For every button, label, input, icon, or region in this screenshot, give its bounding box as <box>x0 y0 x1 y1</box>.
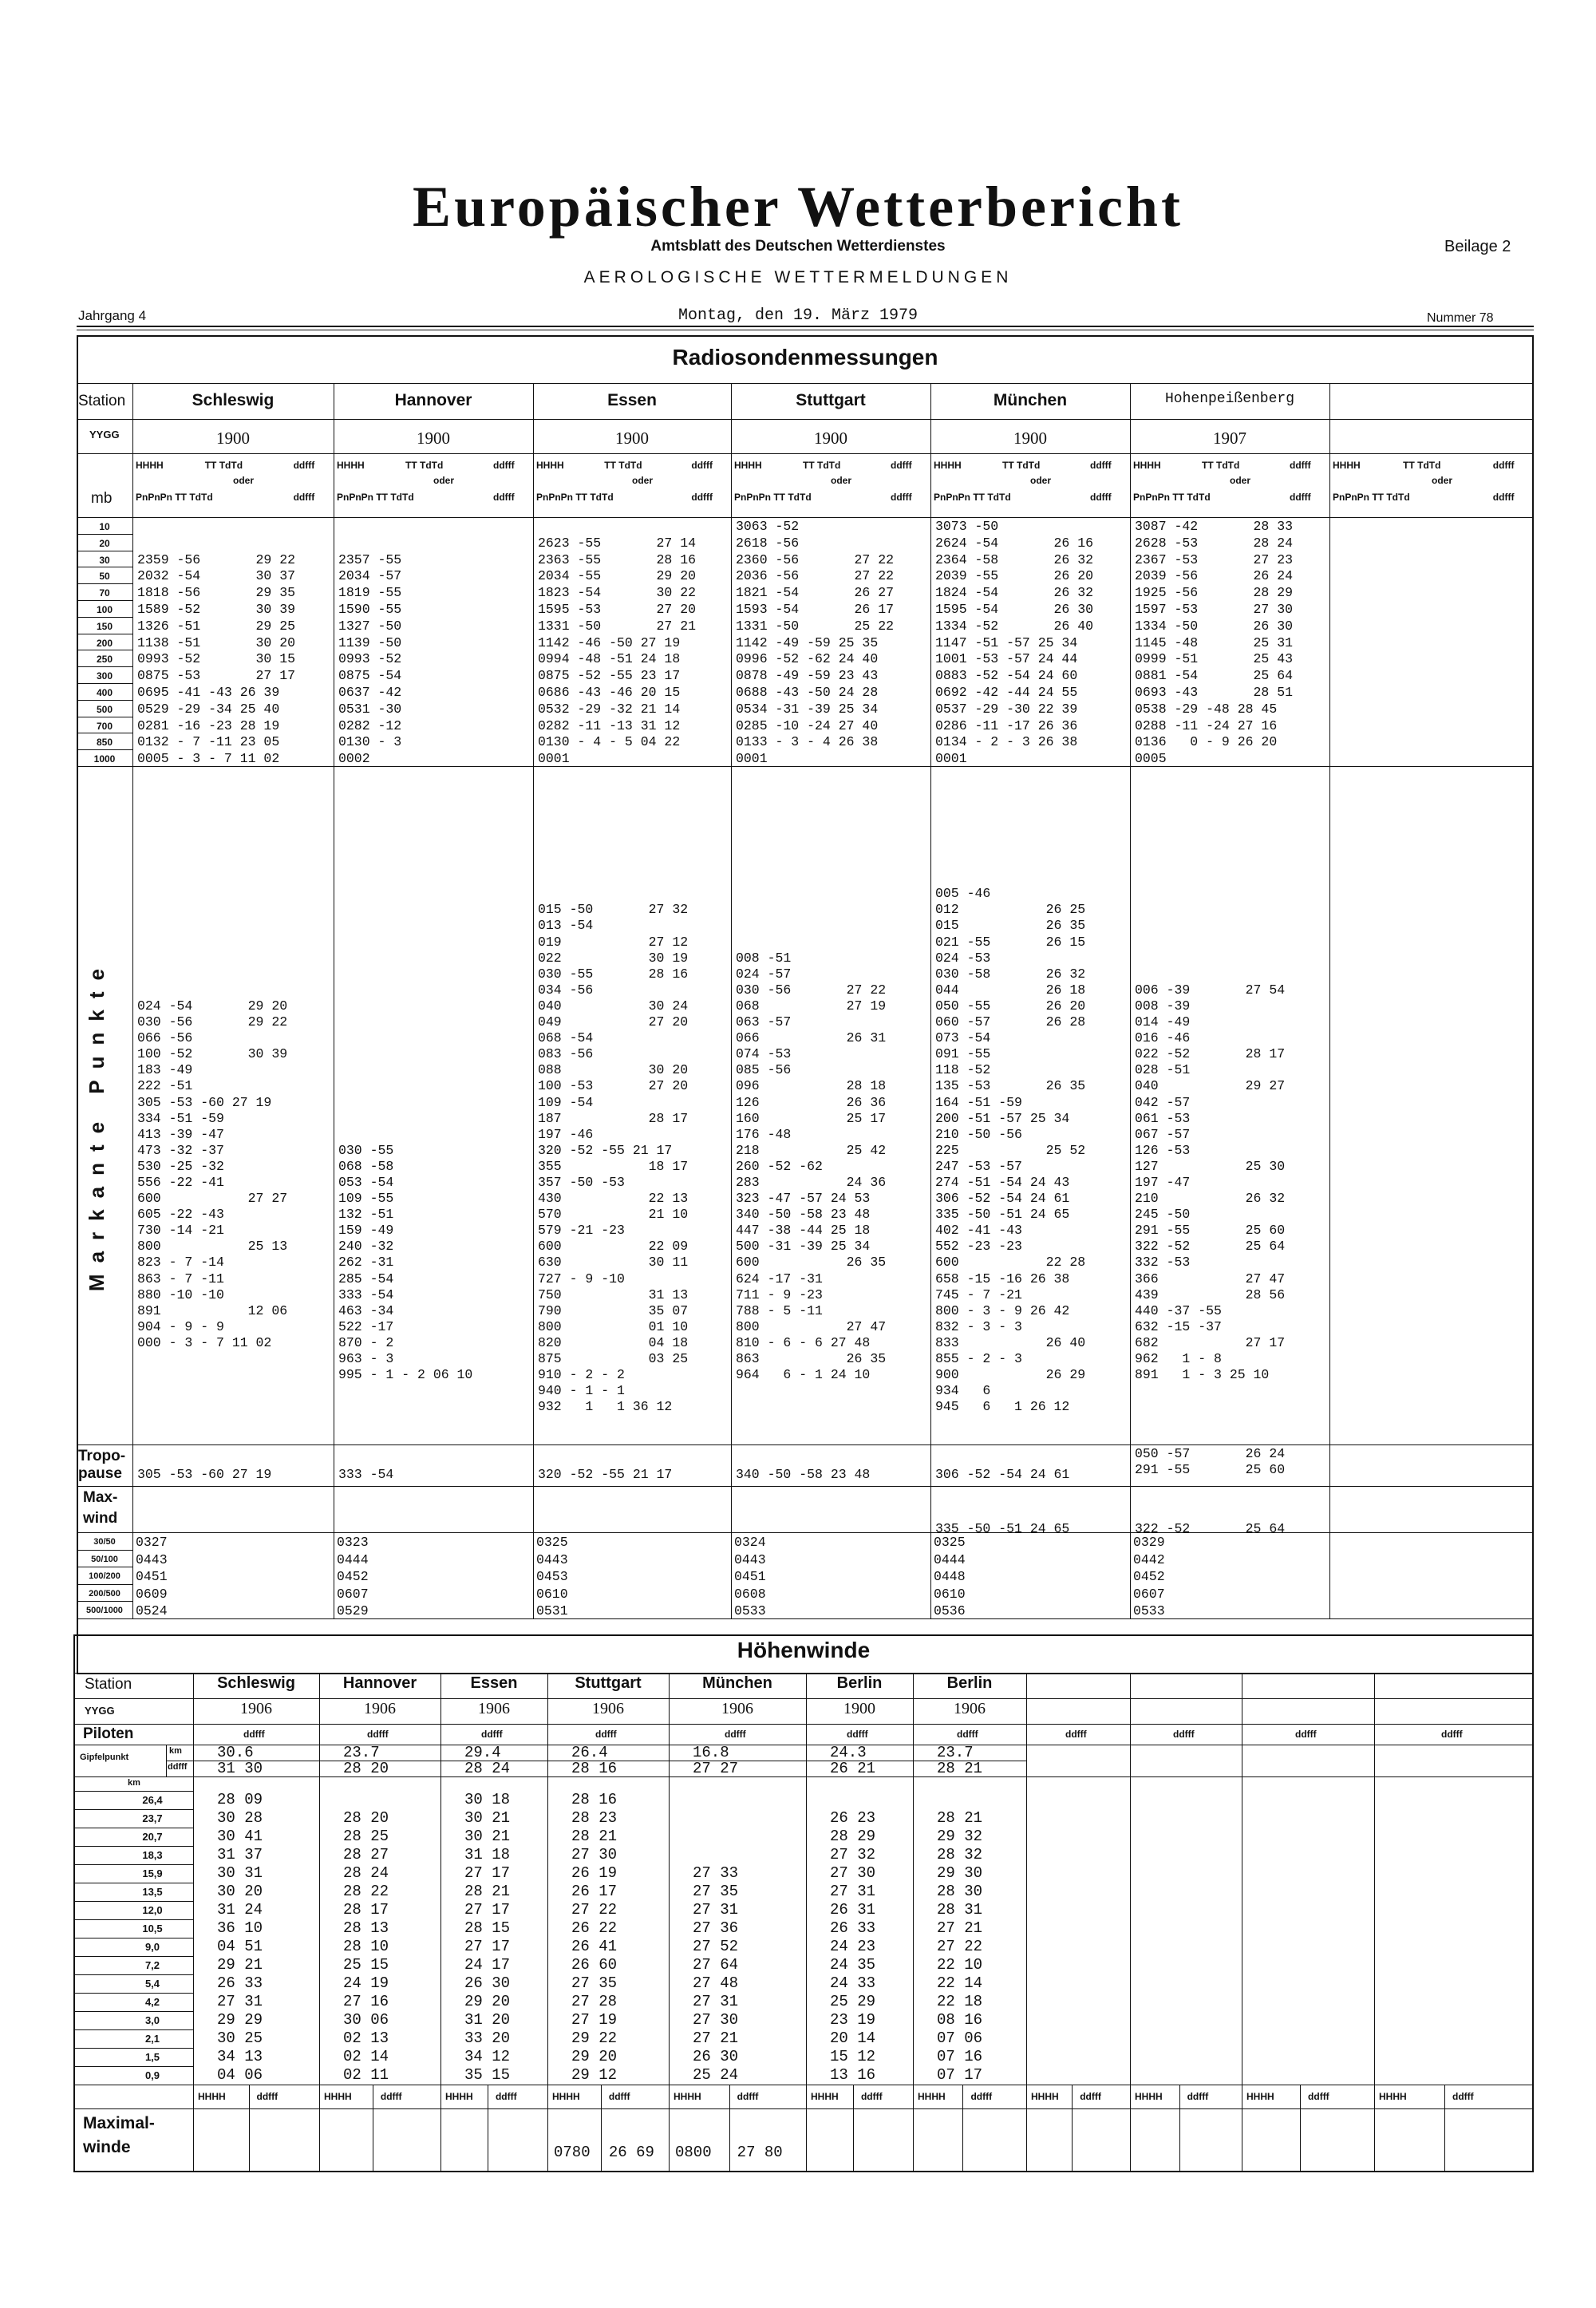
tropopause-m-nchen: 306 -52 -54 24 61 <box>935 1467 1070 1482</box>
shear-hohenpei-enberg: 0329 0442 0452 0607 0533 <box>1133 1535 1165 1619</box>
grid-line <box>669 1673 670 2171</box>
col-header-pn: PnPnPn TT TdTd <box>337 492 414 503</box>
hw-station-m-nchen-4: München <box>702 1674 772 1692</box>
col-header-ddfff: ddfff <box>493 460 515 471</box>
grid-line <box>132 383 133 1618</box>
hw-max-ddfff-m-nchen-4: 27 80 <box>737 2144 783 2161</box>
grid-line <box>77 517 1534 518</box>
hw-piloten-ddfff: ddfff <box>725 1729 746 1740</box>
hw-gipfel-ddfff-stuttgart-3: 28 16 <box>571 1760 618 1777</box>
hw-winds-essen-2: 30 18 30 21 30 21 31 18 27 17 28 21 27 17 28 15 27 17 24 17 26 30 29 20 31 20 33 20 34 12 35 15 <box>464 1791 511 2084</box>
grid-line <box>73 1698 1534 1699</box>
header-rule <box>77 326 1534 327</box>
grid-line <box>1026 1673 1027 2171</box>
standard-levels-m-nchen: 3073 -50 2624 -54 26 16 2364 -58 26 32 2039 -55 26 20 1824 -54 26 32 1595 -54 26 30 1334 -52 26 40 1147 -51 -57 25 34 1001 -53 -57 24 44 0883 -52 -54 24 60 0692 -42 -44 24 55 0537 -29 -30 22 39 0286 -11 -17 26 36 0134 - 2 - 3 26 38 0001 <box>935 519 1094 767</box>
grid-line <box>77 453 1534 454</box>
hw-gipfel-ddfff-essen-2: 28 24 <box>464 1760 511 1777</box>
hw-yygg-hannover-1: 1906 <box>364 1700 396 1717</box>
hw-piloten-ddfff: ddfff <box>957 1729 978 1740</box>
hw-max-hhhh-stuttgart-3: 0780 <box>554 2144 591 2161</box>
col-header-ddfff-2: ddfff <box>1290 492 1311 503</box>
hw-max-ddfff-header: ddfff <box>860 2091 883 2102</box>
hw-winds-m-nchen-4: 27 33 27 35 27 31 27 36 27 52 27 64 27 48 27 31 27 30 27 21 26 30 25 24 <box>693 1864 739 2084</box>
hw-station-berlin-5: Berlin <box>836 1674 883 1692</box>
col-header-tt-tdtd: TT TdTd <box>204 460 243 471</box>
col-header-hhhh: HHHH <box>934 460 962 471</box>
hw-km-label: km <box>128 1778 140 1788</box>
grid-line <box>166 1745 167 1776</box>
hw-yygg-schleswig-0: 1906 <box>240 1700 272 1717</box>
grid-line <box>73 2108 1534 2109</box>
col-header-ddfff-2: ddfff <box>891 492 912 503</box>
markante-punkte-essen: 015 -50 27 32 013 -54 019 27 12 022 30 19 030 -55 28 16 034 -56 040 30 24 049 27 20 068 -54 083 -56 088 30 20 100 -53 27 20 109 -54 187 28 17 197 -46 320 -52 -55 21 17 355 18 17 357 -50 -53 430 22 13 570 21 10 579 -21 -23 600 22 09 630 30 11 727 - 9 -10 750 31 13 790 35 07 800 01 10 820 04 18 875 03 25 910 - 2 - 2 940 - 1 - 1 932 1 1 36 12 <box>538 902 689 1415</box>
shear-m-nchen: 0325 0444 0448 0610 0536 <box>934 1535 966 1619</box>
hw-station-hannover-1: Hannover <box>342 1674 417 1692</box>
hoehenwinde-title: Höhenwinde <box>737 1638 871 1662</box>
yygg-hannover: 1900 <box>417 429 450 448</box>
tropopause-essen: 320 -52 -55 21 17 <box>538 1467 673 1482</box>
shear-labels: 30/50 50/100 100/200 200/500 500/1000 <box>86 1537 123 1616</box>
hw-station-stuttgart-3: Stuttgart <box>575 1674 642 1692</box>
markante-punkte-stuttgart: 008 -51 024 -57 030 -56 27 22 068 27 19 063 -57 066 26 31 074 -53 085 -56 096 28 18 126 26 36 160 25 17 176 -48 218 25 42 260 -52 -62 283 24 36 323 -47 -57 24 53 340 -50 -58 23 48 447 -38 -44 25 18 500 -31 -39 25 34 600 26 35 624 -17 -31 711 - 9 -23 788 - 5 -11 800 27 47 810 - 6 - 6 27 48 863 26 35 964 6 - 1 24 10 <box>736 950 887 1383</box>
grid-line <box>1374 1673 1375 2171</box>
grid-line <box>193 1673 194 2171</box>
col-header-oder: oder <box>1432 475 1453 486</box>
hw-station-label: Station <box>85 1676 132 1693</box>
grid-line <box>73 1776 1534 1777</box>
col-header-hhhh: HHHH <box>734 460 762 471</box>
hw-piloten-label: Piloten <box>83 1725 134 1742</box>
hw-max-ddfff-header: ddfff <box>380 2091 402 2102</box>
standard-levels-schleswig: 2359 -56 29 22 2032 -54 30 37 1818 -56 29 35 1589 -52 30 39 1326 -51 29 25 1138 -51 30 20 0993 -52 30 15 0875 -53 27 17 0695 -41 -43 26 39 0529 -29 -34 25 40 0281 -16 -23 28 19 0132 - 7 -11 23 05 0005 - 3 - 7 11 02 <box>137 551 296 767</box>
tropopause-schleswig: 305 -53 -60 27 19 <box>137 1467 272 1482</box>
col-header-tt-tdtd: TT TdTd <box>803 460 841 471</box>
hw-station-berlin-6: Berlin <box>946 1674 993 1692</box>
yygg-hohenpei-enberg: 1907 <box>1213 429 1246 448</box>
col-header-oder: oder <box>433 475 455 486</box>
col-header-pn: PnPnPn TT TdTd <box>536 492 614 503</box>
hw-gipfel-ddfff-hannover-1: 28 20 <box>343 1760 389 1777</box>
col-header-ddfff-2: ddfff <box>293 492 315 503</box>
yygg-essen: 1900 <box>615 429 649 448</box>
grid-line <box>77 1532 1534 1533</box>
maxwind-m-nchen: 335 -50 -51 24 65 <box>935 1521 1070 1536</box>
markante-punkte-m-nchen: 005 -46 012 26 25 015 26 35 021 -55 26 15 024 -53 030 -58 26 32 044 26 18 050 -55 26 20 060 -57 26 28 073 -54 091 -55 118 -52 135 -53 26 35 164 -51 -59 200 -51 -57 25 34 210 -50 -56 225 25 52 247 -53 -57 274 -51 -54 24 43 306 -52 -54 24 61 335 -50 -51 24 65 402 -41 -43 552 -23 -23 600 22 28 658 -15 -16 26 38 745 - 7 -21 800 - 3 - 9 26 42 832 - 3 - 3 833 26 40 855 - 2 - 3 900 26 29 934 6 945 6 1 26 12 <box>935 886 1086 1415</box>
hw-max-hhhh-header: HHHH <box>552 2091 580 2102</box>
hw-yygg-essen-2: 1906 <box>478 1700 510 1717</box>
max-subcol-rule <box>1444 2085 1445 2171</box>
yygg-label: YYGG <box>89 429 120 441</box>
grid-line <box>77 383 1534 384</box>
hw-gipfel-ddfff-berlin-5: 26 21 <box>830 1760 876 1777</box>
col-header-hhhh: HHHH <box>1333 460 1361 471</box>
col-header-pn: PnPnPn TT TdTd <box>734 492 812 503</box>
col-header-oder: oder <box>233 475 255 486</box>
hw-piloten-ddfff: ddfff <box>243 1729 265 1740</box>
hw-yygg-berlin-6: 1906 <box>954 1700 986 1717</box>
col-header-ddfff: ddfff <box>891 460 912 471</box>
grid-line <box>77 1444 1534 1445</box>
grid-line <box>1130 1673 1131 2171</box>
hw-piloten-ddfff: ddfff <box>481 1729 503 1740</box>
hw-max-hhhh-header: HHHH <box>1031 2091 1059 2102</box>
hw-max-hhhh-header: HHHH <box>674 2091 701 2102</box>
max-subcol-rule <box>1072 2085 1073 2171</box>
shear-essen: 0325 0443 0453 0610 0531 <box>536 1535 568 1619</box>
markante-punkte-label: Markante Punkte <box>85 958 109 1292</box>
hw-gipfel-km-berlin-5: 24.3 <box>830 1744 867 1761</box>
hw-gipfel-km-hannover-1: 23.7 <box>343 1744 380 1761</box>
grid-line <box>533 383 534 1618</box>
station-stuttgart: Stuttgart <box>796 391 866 409</box>
mb-label: mb <box>91 490 113 507</box>
hw-winds-berlin-6: 28 21 29 32 28 32 29 30 28 30 28 31 27 21 27 22 22 10 22 14 22 18 08 16 07 06 07 16 07 17 <box>937 1809 983 2084</box>
tropopause-hohenpei-enberg: 050 -57 26 24 291 -55 25 60 <box>1135 1446 1286 1477</box>
grid-line <box>440 1673 441 2171</box>
grid-line <box>77 1486 1534 1487</box>
hw-piloten-ddfff: ddfff <box>1295 1729 1317 1740</box>
col-header-ddfff: ddfff <box>1090 460 1112 471</box>
col-header-ddfff-2: ddfff <box>1492 492 1515 503</box>
station-hohenpei-enberg: Hohenpeißenberg <box>1164 391 1295 407</box>
shear-schleswig: 0327 0443 0451 0609 0524 <box>136 1535 168 1619</box>
hw-gipfel-km-stuttgart-3: 26.4 <box>571 1744 608 1761</box>
hw-maximalwinde-label: Maximal- winde <box>83 2114 155 2156</box>
hw-max-hhhh-header: HHHH <box>324 2091 352 2102</box>
col-header-pn: PnPnPn TT TdTd <box>136 492 213 503</box>
hw-gipfel-km-schleswig-0: 30.6 <box>217 1744 254 1761</box>
station-hannover: Hannover <box>394 391 472 409</box>
col-header-oder: oder <box>1030 475 1052 486</box>
col-header-ddfff: ddfff <box>1290 460 1311 471</box>
col-header-tt-tdtd: TT TdTd <box>1403 460 1441 471</box>
col-header-oder: oder <box>1230 475 1251 486</box>
tropopause-hannover: 333 -54 <box>338 1467 394 1482</box>
section-heading: AEROLOGISCHE WETTERMELDUNGEN <box>583 268 1013 287</box>
beilage-label: Beilage 2 <box>1444 238 1511 255</box>
max-subcol-rule <box>1179 2085 1180 2171</box>
col-header-pn: PnPnPn TT TdTd <box>1333 492 1410 503</box>
col-header-ddfff: ddfff <box>691 460 713 471</box>
hw-gipfel-ddfff-schleswig-0: 31 30 <box>217 1760 263 1777</box>
shear-stuttgart: 0324 0443 0451 0608 0533 <box>734 1535 766 1619</box>
col-header-ddfff-2: ddfff <box>493 492 515 503</box>
hw-piloten-ddfff: ddfff <box>1173 1729 1195 1740</box>
col-header-hhhh: HHHH <box>1133 460 1161 471</box>
maxwind-hohenpei-enberg: 322 -52 25 64 <box>1135 1521 1286 1536</box>
hw-max-ddfff-header: ddfff <box>1187 2091 1209 2102</box>
date-line: Montag, den 19. März 1979 <box>678 306 918 325</box>
col-header-pn: PnPnPn TT TdTd <box>934 492 1011 503</box>
hw-max-ddfff-header: ddfff <box>495 2091 517 2102</box>
maxwind-label: Max- wind <box>83 1489 118 1527</box>
grid-line <box>73 1724 1534 1725</box>
hw-winds-stuttgart-3: 28 16 28 23 28 21 27 30 26 19 26 17 27 22 26 22 26 41 26 60 27 35 27 28 27 19 29 22 29 20 29 12 <box>571 1791 618 2084</box>
markante-punkte-hannover: 030 -55 068 -58 053 -54 109 -55 132 -51 159 -49 240 -32 262 -31 285 -54 333 -54 463 -34 522 -17 870 - 2 963 - 3 995 - 1 - 2 06 10 <box>338 1142 473 1383</box>
hw-station-essen-2: Essen <box>470 1674 518 1692</box>
grid-line <box>73 1673 1534 1674</box>
grid-line <box>77 419 1534 420</box>
hw-winds-berlin-5: 26 23 28 29 27 32 27 30 27 31 26 31 26 33 24 23 24 35 24 33 25 29 23 19 20 14 15 12 13 16 <box>830 1809 876 2084</box>
station-m-nchen: München <box>993 391 1068 409</box>
max-subcol-rule <box>1300 2085 1301 2171</box>
hw-piloten-ddfff: ddfff <box>1065 1729 1087 1740</box>
hw-gipfel-km-essen-2: 29.4 <box>464 1744 501 1761</box>
grid-line <box>806 1673 807 2171</box>
col-header-oder: oder <box>632 475 654 486</box>
radiosonde-title: Radiosondenmessungen <box>672 345 938 370</box>
yygg-schleswig: 1900 <box>216 429 250 448</box>
pressure-levels: 10 20 30 50 70 100 150 200 250 300 400 500 700 850 1000 <box>93 521 116 765</box>
col-header-pn: PnPnPn TT TdTd <box>1133 492 1211 503</box>
hw-yygg-stuttgart-3: 1906 <box>592 1700 624 1717</box>
max-subcol-rule <box>249 2085 250 2171</box>
hw-max-ddfff-header: ddfff <box>608 2091 630 2102</box>
hw-gipfel-ddfff-m-nchen-4: 27 27 <box>693 1760 739 1777</box>
grid-line <box>77 1618 1534 1619</box>
hw-max-hhhh-header: HHHH <box>918 2091 946 2102</box>
tropopause-label: Tropo- pause <box>78 1448 126 1482</box>
page-title: Europäischer Wetterbericht <box>413 175 1183 239</box>
grid-line <box>1130 383 1131 1618</box>
hw-winds-schleswig-0: 28 09 30 28 30 41 31 37 30 31 30 20 31 24 36 10 04 51 29 21 26 33 27 31 29 29 30 25 34 13 04 06 <box>217 1791 263 2084</box>
standard-levels-hannover: 2357 -55 2034 -57 1819 -55 1590 -55 1327 -50 1139 -50 0993 -52 0875 -54 0637 -42 0531 -30 0282 -12 0130 - 3 0002 <box>338 551 402 767</box>
subtitle: Amtsblatt des Deutschen Wetterdienstes <box>650 238 946 255</box>
hw-winds-hannover-1: 28 20 28 25 28 27 28 24 28 22 28 17 28 13 28 10 25 15 24 19 27 16 30 06 02 13 02 14 02 11 <box>343 1809 389 2084</box>
standard-levels-hohenpei-enberg: 3087 -42 28 33 2628 -53 28 24 2367 -53 27 23 2039 -56 26 24 1925 -56 28 29 1597 -53 27 30 1334 -50 26 30 1145 -48 25 31 0999 -51 25 43 0881 -54 25 64 0693 -43 28 51 0538 -29 -48 28 45 0288 -11 -24 27 16 0136 0 - 9 26 20 0005 <box>1135 519 1294 767</box>
col-header-oder: oder <box>831 475 852 486</box>
col-header-ddfff: ddfff <box>293 460 315 471</box>
col-header-ddfff-2: ddfff <box>1090 492 1112 503</box>
hw-max-ddfff-header: ddfff <box>1308 2091 1329 2102</box>
hw-gipfelpunkt-label: Gipfelpunkt <box>80 1753 129 1762</box>
station-label: Station <box>78 393 126 409</box>
max-subcol-rule <box>853 2085 854 2171</box>
hw-piloten-ddfff: ddfff <box>595 1729 617 1740</box>
col-header-tt-tdtd: TT TdTd <box>604 460 642 471</box>
grid-line <box>930 383 931 1618</box>
max-subcol-rule <box>601 2085 602 2171</box>
grid-line <box>1329 383 1330 1618</box>
hw-max-ddfff-header: ddfff <box>256 2091 279 2102</box>
hw-max-hhhh-header: HHHH <box>198 2091 226 2102</box>
hw-gipfel-km-berlin-6: 23.7 <box>937 1744 974 1761</box>
hw-max-ddfff-header: ddfff <box>737 2091 759 2102</box>
hw-gipfel-ddfff-berlin-6: 28 21 <box>937 1760 983 1777</box>
hw-yygg-m-nchen-4: 1906 <box>721 1700 753 1717</box>
hw-yygg-berlin-5: 1900 <box>843 1700 875 1717</box>
station-schleswig: Schleswig <box>192 391 275 409</box>
hw-max-ddfff-header: ddfff <box>970 2091 993 2102</box>
jahrgang-label: Jahrgang 4 <box>78 308 147 323</box>
hw-gipfel-ddfff-label: ddfff <box>168 1762 188 1772</box>
col-header-ddfff-2: ddfff <box>691 492 713 503</box>
col-header-hhhh: HHHH <box>536 460 564 471</box>
markante-punkte-schleswig: 024 -54 29 20 030 -56 29 22 066 -56 100 -52 30 39 183 -49 222 -51 305 -53 -60 27 19 334 -51 -59 413 -39 -47 473 -32 -37 530 -25 -32 556 -22 -41 600 27 27 605 -22 -43 730 -14 -21 800 25 13 823 - 7 -14 863 - 7 -11 880 -10 -10 891 12 06 904 - 9 - 9 000 - 3 - 7 11 02 <box>137 998 288 1350</box>
standard-levels-stuttgart: 3063 -52 2618 -56 2360 -56 27 22 2036 -56 27 22 1821 -54 26 27 1593 -54 26 17 1331 -50 25 22 1142 -49 -59 25 35 0996 -52 -62 24 40 0878 -49 -59 23 43 0688 -43 -50 24 28 0534 -31 -39 25 34 0285 -10 -24 27 40 0133 - 3 - 4 26 38 0001 <box>736 519 895 767</box>
col-header-tt-tdtd: TT TdTd <box>405 460 444 471</box>
standard-levels-essen: 2623 -55 27 14 2363 -55 28 16 2034 -55 29 20 1823 -54 30 22 1595 -53 27 20 1331 -50 27 21 1142 -46 -50 27 19 0994 -48 -51 24 18 0875 -52 -55 23 17 0686 -43 -46 20 15 0532 -29 -32 21 14 0282 -11 -13 31 12 0130 - 4 - 5 04 22 0001 <box>538 535 697 767</box>
col-header-tt-tdtd: TT TdTd <box>1202 460 1240 471</box>
hw-max-hhhh-header: HHHH <box>445 2091 473 2102</box>
tropopause-stuttgart: 340 -50 -58 23 48 <box>736 1467 871 1482</box>
yygg-stuttgart: 1900 <box>814 429 847 448</box>
hw-gipfel-km-m-nchen-4: 16.8 <box>693 1744 729 1761</box>
col-header-tt-tdtd: TT TdTd <box>1002 460 1041 471</box>
hw-max-hhhh-header: HHHH <box>811 2091 839 2102</box>
hw-max-ddfff-stuttgart-3: 26 69 <box>608 2144 654 2161</box>
hw-station-schleswig-0: Schleswig <box>217 1674 295 1692</box>
hw-piloten-ddfff: ddfff <box>847 1729 868 1740</box>
col-header-ddfff: ddfff <box>1492 460 1515 471</box>
grid-line <box>319 1673 320 2171</box>
max-subcol-rule <box>729 2085 730 2171</box>
col-header-hhhh: HHHH <box>136 460 164 471</box>
hw-piloten-ddfff: ddfff <box>1441 1729 1463 1740</box>
nummer-label: Nummer 78 <box>1427 311 1494 325</box>
station-essen: Essen <box>607 391 657 409</box>
hw-piloten-ddfff: ddfff <box>367 1729 389 1740</box>
hw-max-hhhh-header: HHHH <box>1135 2091 1163 2102</box>
hw-yygg-label: YYGG <box>85 1705 115 1717</box>
yygg-m-nchen: 1900 <box>1013 429 1047 448</box>
hw-max-ddfff-header: ddfff <box>1080 2091 1101 2102</box>
shear-hannover: 0323 0444 0452 0607 0529 <box>337 1535 369 1619</box>
grid-line <box>731 383 732 1618</box>
grid-line <box>547 1673 548 2171</box>
hw-max-hhhh-header: HHHH <box>1246 2091 1274 2102</box>
hw-gipfel-km-label: km <box>169 1746 182 1756</box>
hw-max-ddfff-header: ddfff <box>1452 2091 1474 2102</box>
hw-heights: 26,4 23,7 20,7 18,3 15,9 13,5 12,0 10,5 9,0 7,2 5,4 4,2 3,0 2,1 1,5 0,9 <box>142 1794 163 2081</box>
col-header-hhhh: HHHH <box>337 460 365 471</box>
grid-line <box>913 1673 914 2171</box>
hw-max-hhhh-m-nchen-4: 0800 <box>675 2144 712 2161</box>
hw-max-hhhh-header: HHHH <box>1379 2091 1407 2102</box>
markante-punkte-hohenpei-enberg: 006 -39 27 54 008 -39 014 -49 016 -46 022 -52 28 17 028 -51 040 29 27 042 -57 061 -53 067 -57 126 -53 127 25 30 197 -47 210 26 32 245 -50 291 -55 25 60 322 -52 25 64 332 -53 366 27 47 439 28 56 440 -37 -55 632 -15 -37 682 27 17 962 1 - 8 891 1 - 3 25 10 <box>1135 982 1286 1383</box>
max-subcol-rule <box>962 2085 963 2171</box>
